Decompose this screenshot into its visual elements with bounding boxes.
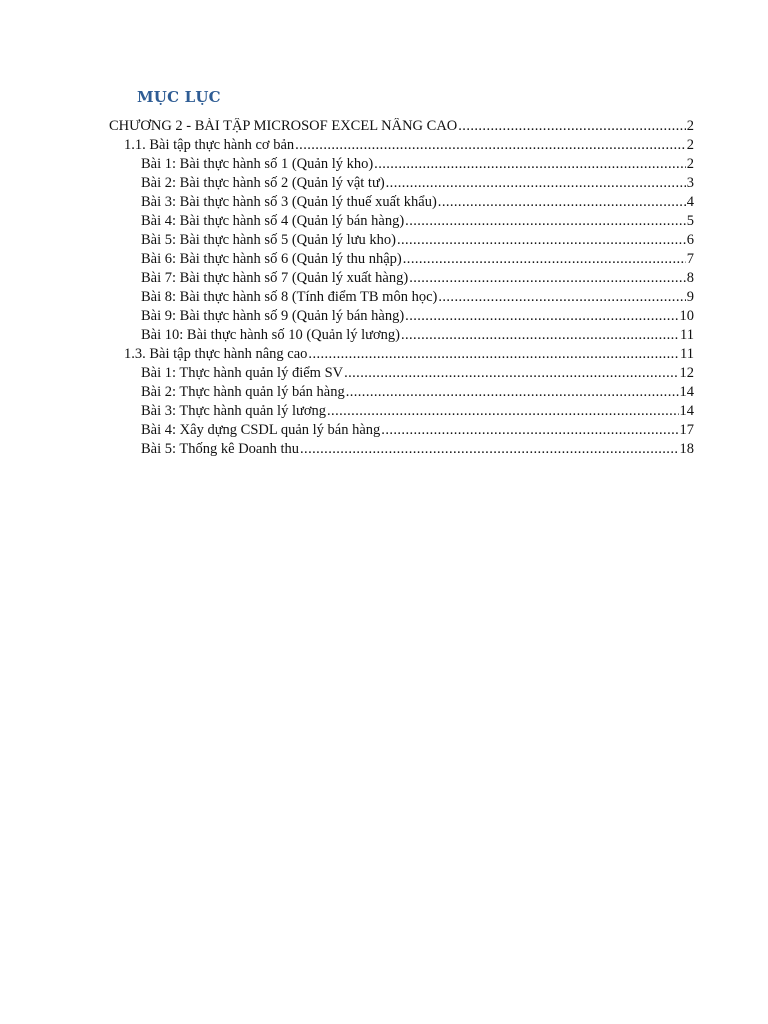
toc-entry-label: Bài 1: Bài thực hành số 1 (Quản lý kho) xyxy=(141,156,374,172)
toc-dot-leader xyxy=(409,270,686,287)
toc-title: MỤC LỤC xyxy=(137,88,221,106)
toc-dot-leader xyxy=(344,365,678,382)
toc-page-number: 14 xyxy=(679,403,694,419)
toc-entry[interactable] xyxy=(141,194,694,213)
toc-page-number: 12 xyxy=(679,365,694,381)
toc-entry-label: Bài 3: Bài thực hành số 3 (Quản lý thuế xuất khẩu) xyxy=(141,194,437,210)
toc-entry[interactable] xyxy=(141,213,694,232)
toc-entry-label: Bài 4: Xây dựng CSDL quản lý bán hàng xyxy=(141,422,381,438)
toc-entry[interactable] xyxy=(141,308,694,327)
toc-entry-label: Bài 10: Bài thực hành số 10 (Quản lý lương) xyxy=(141,327,400,343)
toc-dot-leader xyxy=(386,175,686,192)
toc-entry-label: Bài 7: Bài thực hành số 7 (Quản lý xuất hàng) xyxy=(141,270,409,286)
toc-entry-label: 1.1. Bài tập thực hành cơ bản xyxy=(124,137,295,153)
toc-entry[interactable] xyxy=(141,441,694,460)
toc-entry[interactable] xyxy=(141,422,694,441)
toc-entry[interactable] xyxy=(124,346,694,365)
toc-dot-leader xyxy=(374,156,686,173)
toc-dot-leader xyxy=(405,308,678,325)
toc-dot-leader xyxy=(308,346,679,363)
toc-entry[interactable] xyxy=(141,289,694,308)
toc-dot-leader xyxy=(381,422,678,439)
toc-dot-leader xyxy=(438,289,685,306)
toc-entry-label: Bài 2: Thực hành quản lý bán hàng xyxy=(141,384,345,400)
toc-dot-leader xyxy=(397,232,686,249)
toc-page-number: 18 xyxy=(679,441,694,457)
toc-entry-label: Bài 9: Bài thực hành số 9 (Quản lý bán hàng) xyxy=(141,308,405,324)
toc-page-number: 9 xyxy=(686,289,694,305)
toc-dot-leader xyxy=(405,213,686,230)
toc-entry[interactable] xyxy=(141,251,694,270)
toc-entry[interactable] xyxy=(141,384,694,403)
toc-entry-label: Bài 4: Bài thực hành số 4 (Quản lý bán hàng) xyxy=(141,213,405,229)
toc-page-number: 2 xyxy=(686,156,694,172)
toc-page-number: 11 xyxy=(680,346,694,362)
toc-entry[interactable] xyxy=(141,175,694,194)
toc-entry[interactable] xyxy=(109,118,694,137)
toc-page-number: 7 xyxy=(686,251,694,267)
toc-page-number: 3 xyxy=(686,175,694,191)
toc-page-number: 5 xyxy=(686,213,694,229)
toc-page-number: 2 xyxy=(686,137,694,153)
toc-dot-leader xyxy=(327,403,678,420)
toc-entry-label: Bài 1: Thực hành quản lý điểm SV xyxy=(141,365,344,381)
toc-entry-label: Bài 5: Bài thực hành số 5 (Quản lý lưu kho) xyxy=(141,232,396,248)
toc-entry-label: Bài 5: Thống kê Doanh thu xyxy=(141,441,300,457)
toc-dot-leader xyxy=(346,384,679,401)
toc-page-number: 11 xyxy=(680,327,694,343)
toc-entry[interactable] xyxy=(141,232,694,251)
toc-dot-leader xyxy=(438,194,686,211)
toc-entry[interactable] xyxy=(141,270,694,289)
toc-entry[interactable] xyxy=(141,156,694,175)
toc-page-number: 14 xyxy=(679,384,694,400)
toc-dot-leader xyxy=(295,137,686,154)
toc-entry-label: Bài 6: Bài thực hành số 6 (Quản lý thu nhập) xyxy=(141,251,402,267)
toc-page-number: 4 xyxy=(686,194,694,210)
toc-page-number: 17 xyxy=(679,422,694,438)
toc-page-number: 6 xyxy=(686,232,694,248)
toc-dot-leader xyxy=(403,251,686,268)
toc-dot-leader xyxy=(458,118,685,135)
toc-entry-label: Bài 2: Bài thực hành số 2 (Quản lý vật tư) xyxy=(141,175,385,191)
toc-page-number: 2 xyxy=(686,118,694,134)
toc-dot-leader xyxy=(401,327,679,344)
toc-page-number: 8 xyxy=(686,270,694,286)
toc-entry[interactable] xyxy=(124,137,694,156)
toc-dot-leader xyxy=(300,441,678,458)
toc-entry-label: Bài 3: Thực hành quản lý lương xyxy=(141,403,327,419)
toc-page-number: 10 xyxy=(679,308,694,324)
toc-entry-label: Bài 8: Bài thực hành số 8 (Tính điểm TB môn học) xyxy=(141,289,438,305)
toc-entry[interactable] xyxy=(141,327,694,346)
toc-entry-label: CHƯƠNG 2 - BÀI TẬP MICROSOF EXCEL NÂNG CAO xyxy=(109,118,458,134)
toc-entry[interactable] xyxy=(141,365,694,384)
toc-entry[interactable] xyxy=(141,403,694,422)
toc-entry-label: 1.3. Bài tập thực hành nâng cao xyxy=(124,346,308,362)
